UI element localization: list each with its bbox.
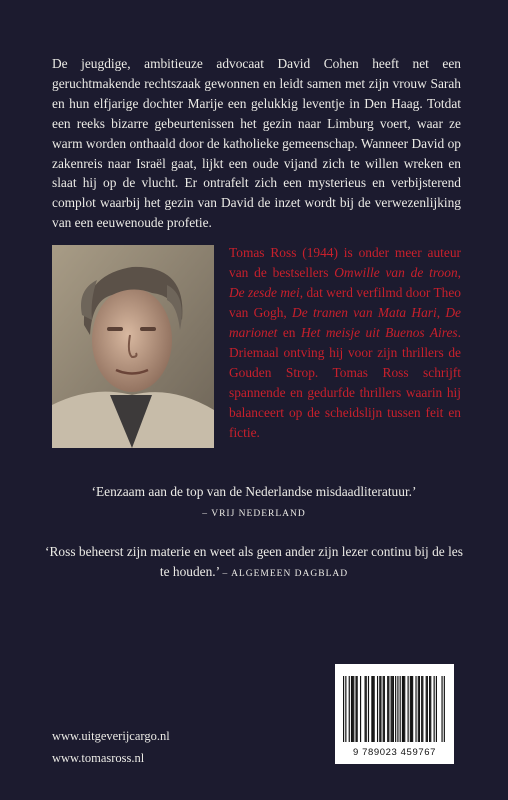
barcode-bar xyxy=(392,676,393,742)
barcode-bar xyxy=(355,676,356,742)
barcode-bar xyxy=(352,676,353,742)
barcode-bar xyxy=(371,676,372,742)
publisher-link[interactable]: www.uitgeverijcargo.nl xyxy=(52,729,170,743)
barcode-bar xyxy=(397,676,398,742)
bio-text: , xyxy=(457,265,461,280)
book-title: De tranen van Mata Hari xyxy=(292,305,437,320)
blurb-text: De jeugdige, ambitieuze advocaat David Cohen heeft net een geruchtmakende rechtszaak gewonnen en leidt samen met zijn vrouw Sarah en hun elfjarige dochter Marije een gelukkig leventje in Den Haag. Totdat een reeks bizarre gebeurtenissen het gezin naar Limburg voert, waar ze warm worden onthaald door de katholieke gemeenschap. Wanneer David op zakenreis naar Israël gaat, lijkt een oude vijand zich te willen wreken en slaat hij op de vlucht. Er ontrafelt zich een mysterieus en verbijsterend complot waarbij het gezin van David de inzet wordt bij de verwezenlijking van een eeuwenoude profetie. xyxy=(52,56,461,231)
barcode-bar xyxy=(349,676,350,742)
barcode-bar xyxy=(410,676,411,742)
barcode-bar xyxy=(391,676,392,742)
barcode-bar xyxy=(427,676,428,742)
quote-text: ‘Eenzaam aan de top van de Nederlandse misdaadliteratuur.’ xyxy=(91,484,417,499)
book-title: De zesde mei xyxy=(229,285,300,300)
barcode-bar xyxy=(411,676,412,742)
author-portrait-image xyxy=(52,245,214,448)
barcode-bar xyxy=(426,676,427,742)
barcode-bar xyxy=(419,676,420,742)
barcode-bar xyxy=(387,676,388,742)
author-bio xyxy=(229,243,461,443)
barcode-bar xyxy=(372,676,373,742)
barcode-bar xyxy=(383,676,384,742)
barcode-bar xyxy=(421,676,422,742)
barcode-bar xyxy=(441,676,442,742)
barcode-bar xyxy=(393,676,394,742)
barcode-bar xyxy=(343,676,344,742)
barcode-bar xyxy=(360,676,361,742)
barcode-bar xyxy=(408,676,409,742)
barcode-bar xyxy=(395,676,396,742)
barcode-bar xyxy=(353,676,354,742)
quote-source: – ALGEMEEN DAGBLAD xyxy=(222,569,349,579)
author-photo xyxy=(52,245,214,448)
barcode-bar xyxy=(365,676,366,742)
barcode-bar xyxy=(345,676,346,742)
barcode-bar xyxy=(430,676,431,742)
bio-text: en xyxy=(277,325,301,340)
barcode-bar xyxy=(415,676,416,742)
barcode-bar xyxy=(444,676,445,742)
barcode-bar xyxy=(403,676,404,742)
isbn-number: 9 789023 459767 xyxy=(353,747,436,758)
barcode-bar xyxy=(436,676,437,742)
book-title: De marionet xyxy=(229,305,461,340)
quote-text: ‘Ross beheerst zijn materie en weet als geen ander zijn lezer continu bij de les te houden.’ xyxy=(45,544,463,579)
barcode-bar xyxy=(374,676,375,742)
barcode-bar xyxy=(404,676,405,742)
quote-source: – VRIJ NEDERLAND xyxy=(202,509,306,519)
bio-text: , xyxy=(436,305,446,320)
barcode-bar xyxy=(379,676,380,742)
barcode-bar xyxy=(357,676,358,742)
barcode-bar xyxy=(384,676,385,742)
bio-text: , dat werd verfilmd door Theo van Gogh, xyxy=(229,285,462,320)
barcode-bar xyxy=(380,676,381,742)
barcode-bar xyxy=(400,676,401,742)
barcode-bar xyxy=(434,676,435,742)
barcode-bar xyxy=(402,676,403,742)
book-title: Omwille van de troon xyxy=(334,265,458,280)
barcode-bar xyxy=(429,676,430,742)
barcode-bar xyxy=(418,676,419,742)
barcode-bar xyxy=(388,676,389,742)
barcode-bar xyxy=(366,676,367,742)
website-links xyxy=(52,725,170,769)
barcode-bar xyxy=(351,676,352,742)
barcode-bar xyxy=(377,676,378,742)
press-quote xyxy=(40,482,468,524)
book-title: Het meisje uit Buenos Aires xyxy=(301,325,458,340)
bio-text: . Driemaal ontving hij voor zijn thrillers de Gouden Strop. Tomas Ross schrijft spannende en gedurfde thrillers waarin hij balanceert op de scheidslijn tussen feit en fictie. xyxy=(229,325,461,440)
bio-text: Tomas Ross (1944) is onder meer auteur van de bestsellers xyxy=(229,245,461,280)
barcode-bar xyxy=(412,676,413,742)
isbn-barcode xyxy=(335,664,454,764)
barcode-bar xyxy=(368,676,369,742)
author-link[interactable]: www.tomasross.nl xyxy=(52,751,145,765)
press-quote xyxy=(40,542,468,584)
barcode-bar xyxy=(422,676,423,742)
